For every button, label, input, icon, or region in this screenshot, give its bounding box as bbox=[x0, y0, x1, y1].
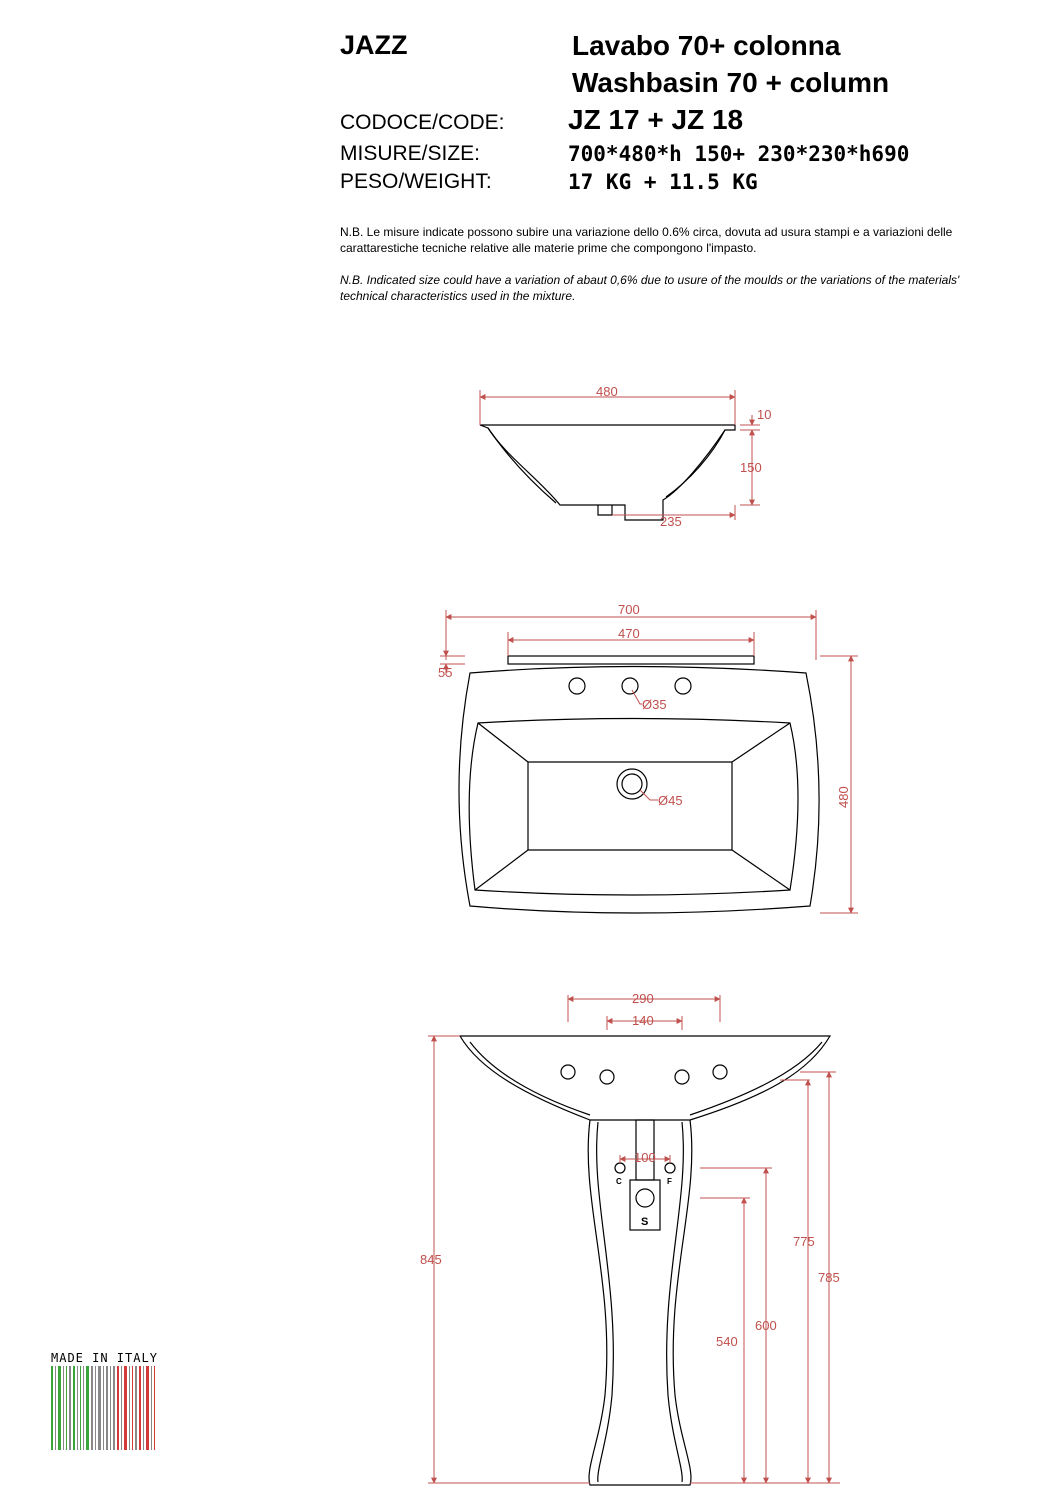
side-width-dim: 480 bbox=[596, 384, 618, 399]
barcode-stripe bbox=[86, 1366, 89, 1450]
barcode-stripe bbox=[73, 1366, 75, 1450]
product-name: JAZZ bbox=[340, 30, 408, 60]
front-supply-spacing-dim: 100 bbox=[634, 1150, 656, 1165]
barcode-stripe bbox=[121, 1366, 122, 1450]
product-title-italian: Lavabo 70+ colonna bbox=[572, 30, 841, 61]
hot-supply-label: F bbox=[667, 1177, 672, 1186]
side-drain-dim: 235 bbox=[660, 514, 682, 529]
size-label: MISURE/SIZE: bbox=[340, 142, 481, 165]
barcode-stripe bbox=[83, 1366, 84, 1450]
barcode-stripe bbox=[135, 1366, 137, 1450]
barcode-stripe bbox=[151, 1366, 152, 1450]
barcode-stripes-icon bbox=[51, 1366, 155, 1450]
top-back-depth-dim: 55 bbox=[438, 665, 453, 680]
barcode-stripe bbox=[117, 1366, 119, 1450]
barcode-stripe bbox=[146, 1366, 149, 1450]
note-english: N.B. Indicated size could have a variation of abaut 0,6% due to usure of the moulds or the variations of the materials' technical characteristics used in the mixture. bbox=[340, 273, 960, 303]
size-value: 700*480*h 150+ 230*230*h690 bbox=[568, 142, 910, 166]
barcode-stripe bbox=[106, 1366, 108, 1450]
weight-label: PESO/WEIGHT: bbox=[340, 170, 492, 193]
side-height-dim: 150 bbox=[740, 460, 762, 475]
note-italian: N.B. Le misure indicate possono subire una variazione dello 0.6% circa, dovuta ad usura stampi e a variazioni delle carattarestiche tecniche relative alle materie prime che compongono l'impasto. bbox=[340, 225, 953, 255]
barcode-stripe bbox=[58, 1366, 61, 1450]
front-supply-height-dim: 600 bbox=[755, 1318, 777, 1333]
front-rim-height-2-dim: 785 bbox=[818, 1270, 840, 1285]
barcode-stripe bbox=[91, 1366, 93, 1450]
front-view bbox=[420, 991, 840, 1485]
tap-hole-dim: Ø35 bbox=[642, 697, 667, 712]
weight-value: 17 KG + 11.5 KG bbox=[568, 170, 758, 194]
barcode-stripe bbox=[124, 1366, 127, 1450]
barcode-stripe bbox=[98, 1366, 101, 1450]
front-waste-height-dim: 540 bbox=[716, 1334, 738, 1349]
front-tap-span-outer-dim: 290 bbox=[632, 991, 654, 1006]
barcode-stripe bbox=[69, 1366, 71, 1450]
top-back-width-dim: 470 bbox=[618, 626, 640, 641]
barcode-stripe bbox=[77, 1366, 78, 1450]
front-tap-span-inner-dim: 140 bbox=[632, 1013, 654, 1028]
cold-supply-label: C bbox=[616, 1177, 622, 1186]
code-value: JZ 17 + JZ 18 bbox=[568, 104, 744, 135]
code-label: CODOCE/CODE: bbox=[340, 111, 505, 134]
barcode-stripe bbox=[80, 1366, 81, 1450]
side-rim-dim: 10 bbox=[757, 407, 772, 422]
made-in-italy-badge bbox=[51, 1351, 158, 1450]
barcode-stripe bbox=[139, 1366, 141, 1450]
waste-label: S bbox=[641, 1216, 649, 1228]
top-width-dim: 700 bbox=[618, 602, 640, 617]
barcode-stripe bbox=[95, 1366, 96, 1450]
front-total-height-dim: 845 bbox=[420, 1252, 442, 1267]
barcode-stripe bbox=[66, 1366, 67, 1450]
product-title-english: Washbasin 70 + column bbox=[572, 67, 890, 98]
barcode-stripe bbox=[51, 1366, 53, 1450]
barcode-stripe bbox=[154, 1366, 155, 1450]
barcode-stripe bbox=[132, 1366, 133, 1450]
top-view-outline bbox=[459, 656, 819, 913]
barcode-stripe bbox=[143, 1366, 144, 1450]
barcode-stripe bbox=[63, 1366, 64, 1450]
barcode-stripe bbox=[103, 1366, 104, 1450]
barcode-stripe bbox=[129, 1366, 130, 1450]
drain-hole-dim: Ø45 bbox=[658, 793, 683, 808]
top-view bbox=[438, 602, 858, 913]
barcode-stripe bbox=[110, 1366, 111, 1450]
side-view bbox=[480, 384, 771, 529]
side-view-outline bbox=[480, 425, 735, 520]
barcode-stripe bbox=[113, 1366, 115, 1450]
barcode-stripe bbox=[55, 1366, 56, 1450]
front-view-outline bbox=[460, 1036, 830, 1485]
top-depth-dim: 480 bbox=[836, 786, 851, 808]
made-in-italy-text: MADE IN ITALY bbox=[51, 1351, 158, 1365]
front-rim-height-1-dim: 775 bbox=[793, 1234, 815, 1249]
